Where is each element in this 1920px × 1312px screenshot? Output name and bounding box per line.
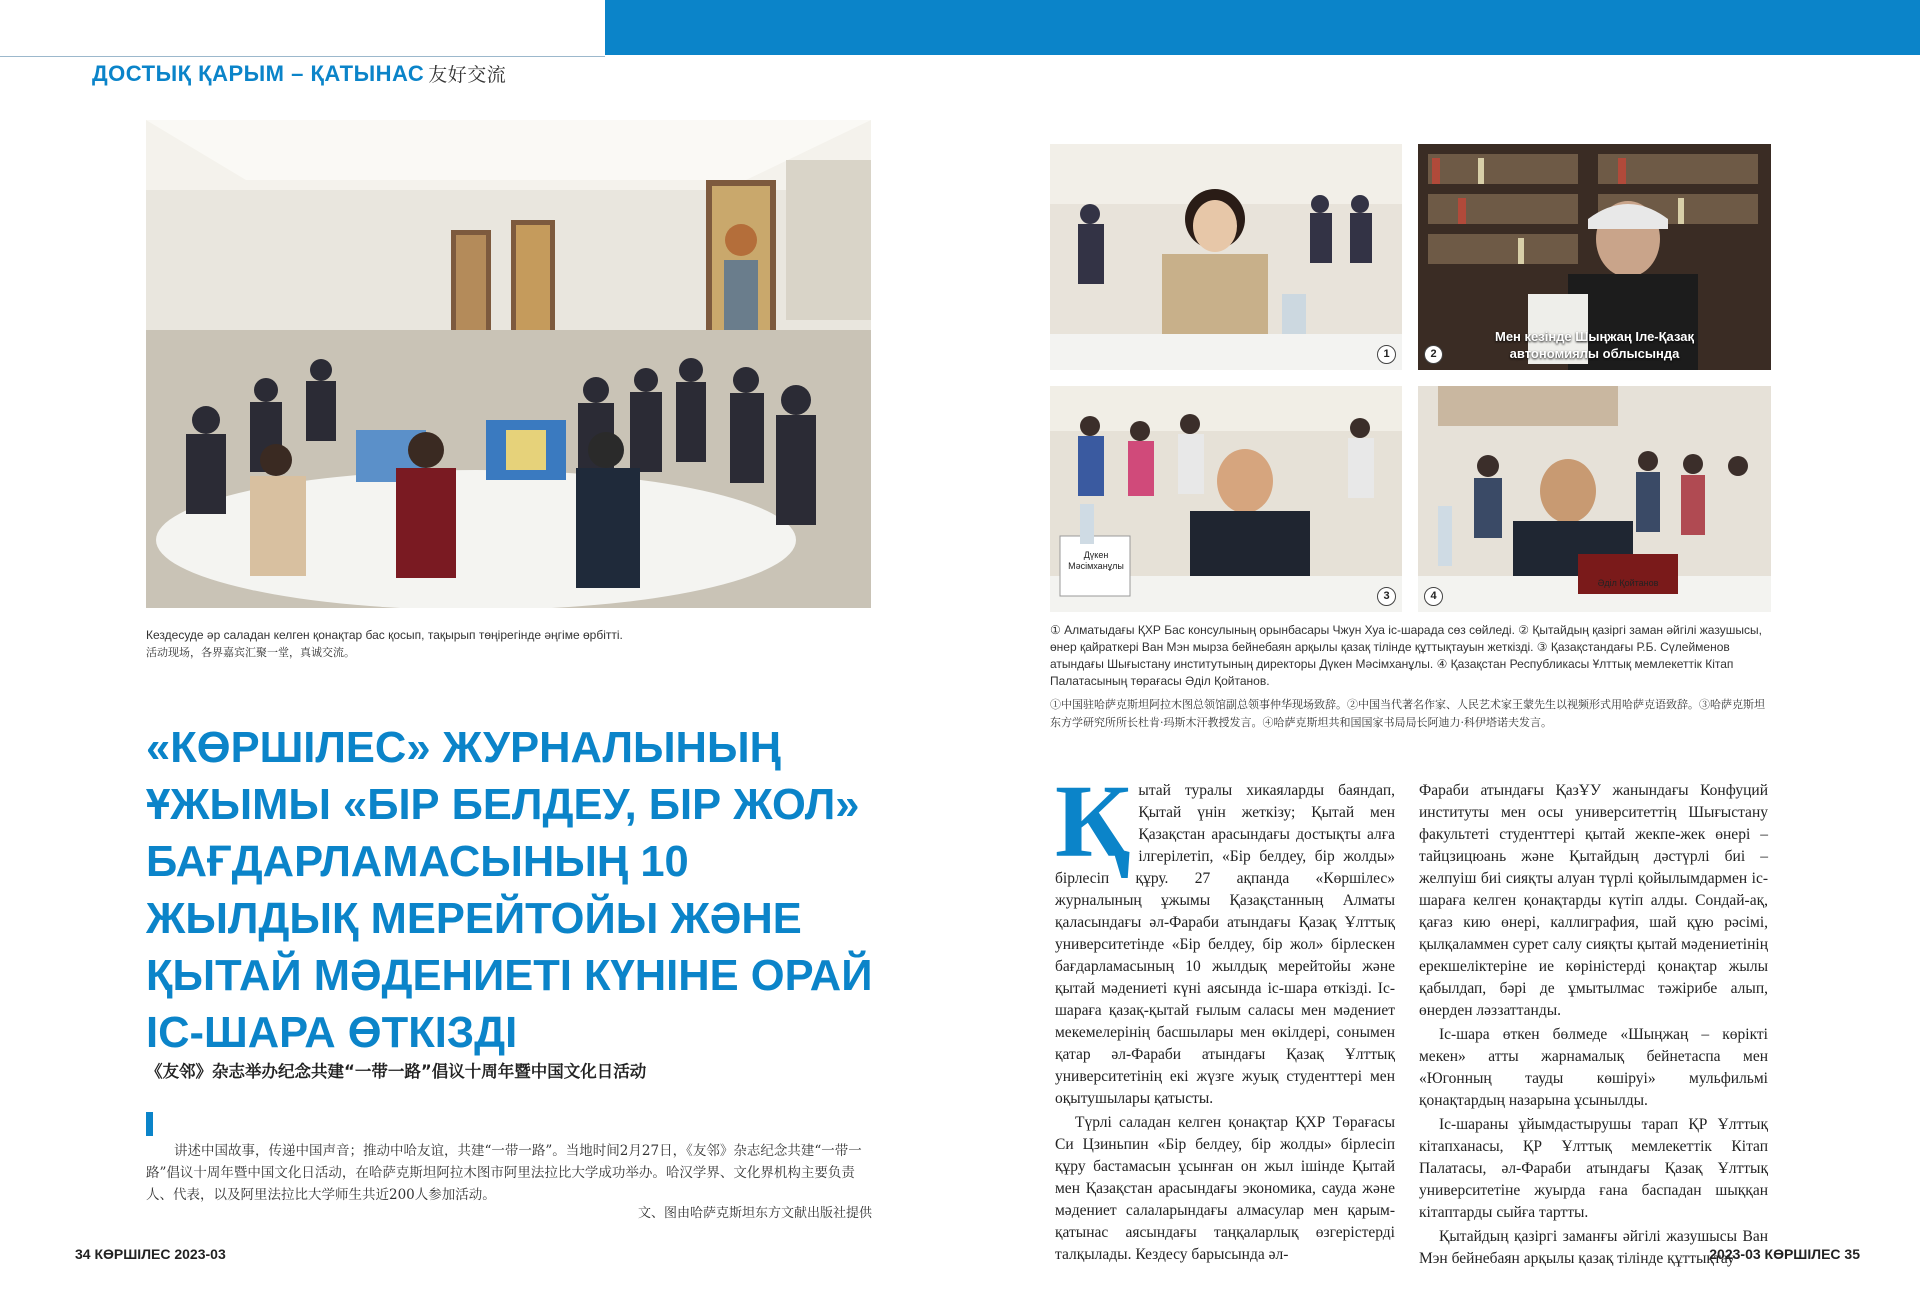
paragraph-text: ытай туралы хикаяларды баяндап, Қытай үнін жеткізу; Қытай мен Қазақстан арасындағы достықты алға ілгерілетіп, «Бір белдеу, бір жолды» бірлесіп құру. 27 ақпанда «Көршілес» журналының ұжымы Қазақстанның Алматы қаласындағы әл-Фараби атындағы Қазақ Ұлттық университетінде «Бір белдеу, бір жол» бірлескен бағдарламасының 10 жылдық мерейтойы және қытай мәдениеті күні аясында іс-шара өткізді. Іс-шараға қазақ-қытай ғылым саласы мен мәдениет мекемелерінің басшылары мен өкілдері, сонымен қатар әл-Фараби атындағы Қазақ Ұлттық университетінің екі жүзге жуық студенттері мен оқытушылары қатысты. [1055, 782, 1395, 1107]
section-title [92, 60, 506, 87]
photo-video-address [1418, 144, 1771, 370]
nameplate: Әділ Қойтанов [1597, 578, 1659, 588]
photo-consul-speech [1050, 144, 1402, 370]
article-column-1 [1055, 764, 1395, 1266]
drop-cap: Қ [1055, 764, 1131, 879]
main-photo-caption [146, 626, 871, 662]
section-title-cn: 友好交流 [428, 64, 507, 86]
overlay-line-2: автономиялы облысында [1509, 346, 1680, 361]
lead-marker [146, 1112, 153, 1136]
folio-left: 34 КӨРШІЛЕС 2023-03 [75, 1246, 226, 1262]
section-title-kz: ДОСТЫҚ ҚАРЫМ – ҚАТЫНАС [92, 61, 425, 86]
photos-caption-kz: ① Алматыдағы ҚХР Бас консулының орынбасары Чжун Хуа іс-шарада сөз сөйледі. ② Қытайдың қазіргі заман әйгілі жазушысы, өнер қайраткері Ван Мэн мырза бейнебаян арқылы қазақ тілінде құттықтауын жеткізді. ③ Қазақстандағы Р.Б. Сүлейменов атындағы Шығыстану институтының директоры Дүкен Мәсімханұлы. ④ Қазақстан Республикасы Ұлттық мемлекеттік Кітап Палатасының төрағасы Әділ Қойтанов. [1050, 623, 1762, 688]
folio-right: 2023-03 КӨРШІЛЕС 35 [1709, 1246, 1860, 1262]
nameplate: Дүкен Мәсімханұлы [1068, 550, 1124, 571]
main-conference-photo [146, 120, 871, 608]
photos-caption-cn: ①中国驻哈萨克斯坦阿拉木图总领馆副总领事仲华现场致辞。②中国当代著名作家、人民艺术家王蒙先生以视频形式用哈萨克语致辞。③哈萨克斯坦东方学研究所所长杜肯·玛斯木汗教授发言。④哈萨克斯坦共和国国家书局局长阿迪力·科伊塔诺夫发言。 [1050, 698, 1765, 729]
photo-number-badge: 2 [1424, 345, 1443, 364]
paragraph: Іс-шараны ұйымдастырушы тарап ҚР Ұлттық кітапханасы, ҚР Ұлттық мемлекеттік Кітап Палатасы, әл-Фараби атындағы Қазақ Ұлттық университетіне жуырда ғана баспадан шыққан кітаптарды сыйға тартты. [1419, 1116, 1768, 1221]
paragraph: Қытайдың қазіргі заманғы әйгілі жазушысы Ван Мэн бейнебаян арқылы қазақ тілінде құттықтау [1419, 1228, 1768, 1267]
top-rule [0, 56, 605, 57]
article-column-2 [1419, 780, 1768, 1270]
article-lead-cn: 讲述中国故事，传递中国声音；推动中哈友谊，共建“一带一路”。当地时间2月27日，《友邻》杂志纪念共建“一带一路”倡议十周年暨中国文化日活动，在哈萨克斯坦阿拉木图市阿里法拉比大学成功举办。哈汉学界、文化界机构主要负责人、代表，以及阿里法拉比大学师生共近200人参加活动。 [146, 1143, 862, 1203]
paragraph: Іс-шара өткен бөлмеде «Шыңжаң – көрікті мекен» атты жарнамалық бейнетаспа мен «Югонның тауды көшіруі» мульфильмі қонақтардың назарына ұсынылды. [1419, 1026, 1768, 1109]
main-photo-caption-cn: 活动现场，各界嘉宾汇聚一堂，真诚交流。 [146, 646, 355, 659]
photo-number-badge: 3 [1377, 587, 1396, 606]
photo-number-badge: 4 [1424, 587, 1443, 606]
photos-caption [1050, 622, 1772, 732]
main-photo-caption-kz: Кездесуде әр саладан келген қонақтар бас қосып, тақырып төңірегінде әңгіме өрбітті. [146, 628, 623, 642]
top-color-bar [605, 0, 1920, 55]
overlay-line-1: Мен кезінде Шыңжаң Іле-Қазақ [1495, 329, 1694, 344]
article-credit: 文、图由哈萨克斯坦东方文献出版社提供 [637, 1206, 872, 1221]
photo-subtitle-overlay [1418, 328, 1771, 362]
paragraph [1055, 764, 1395, 1110]
paragraph: Фараби атындағы ҚазҰУ жанындағы Конфуций институты мен осы университеттің Шығыстану факультеті студенттері қытай жекпе-жек өнері – тайцзицюань және Қытайдың дәстүрлі биі – желпуіш биі сияқты алуан түрлі қойылымдармен іс-шараға келген қонақтарды күтіп алды. Сондай-ақ, қағаз кию өнері, каллиграфия, шай құю рәсімі, қылқаламмен сурет салу сияқты қытай мәдениетінің ерекшеліктеріне ие көріністерді қонақтар жылы қабылдап, бәрі де ұмытылмас тәжірибе алып, өнерден ләззаттанды. [1419, 782, 1768, 1019]
photo-book-chamber-chairman [1418, 386, 1771, 612]
article-subtitle-cn: 《友邻》杂志举办纪念共建“一带一路”倡议十周年暨中国文化日活动 [146, 1062, 647, 1081]
paragraph: Түрлі саладан келген қонақтар ҚХР Төрағасы Си Цзиньпин «Бір белдеу, бір жолды» бірлесіп құру бастамасын ұсынған он жыл ішінде Қытай мен Қазақстан арасындағы экономика, сауда және мәдениет салаларындағы алмасулар мен қарым-қатынас аясындағы таңқаларлық өзгерістерді талқылады. Кездесу барысында әл- [1055, 1114, 1395, 1263]
photo-institute-director [1050, 386, 1402, 612]
article-headline: «КӨРШІЛЕС» ЖУРНАЛЫНЫҢ ҰЖЫМЫ «БІР БЕЛДЕУ, БІР ЖОЛ» БАҒДАРЛАМАСЫНЫҢ 10 ЖЫЛДЫҚ МЕРЕЙТОЙЫ ЖӘНЕ ҚЫТАЙ МӘДЕНИЕТІ КҮНІНЕ ОРАЙ ІС-ШАРА ӨТКІЗДІ [146, 724, 873, 1057]
photo-number-badge: 1 [1377, 345, 1396, 364]
